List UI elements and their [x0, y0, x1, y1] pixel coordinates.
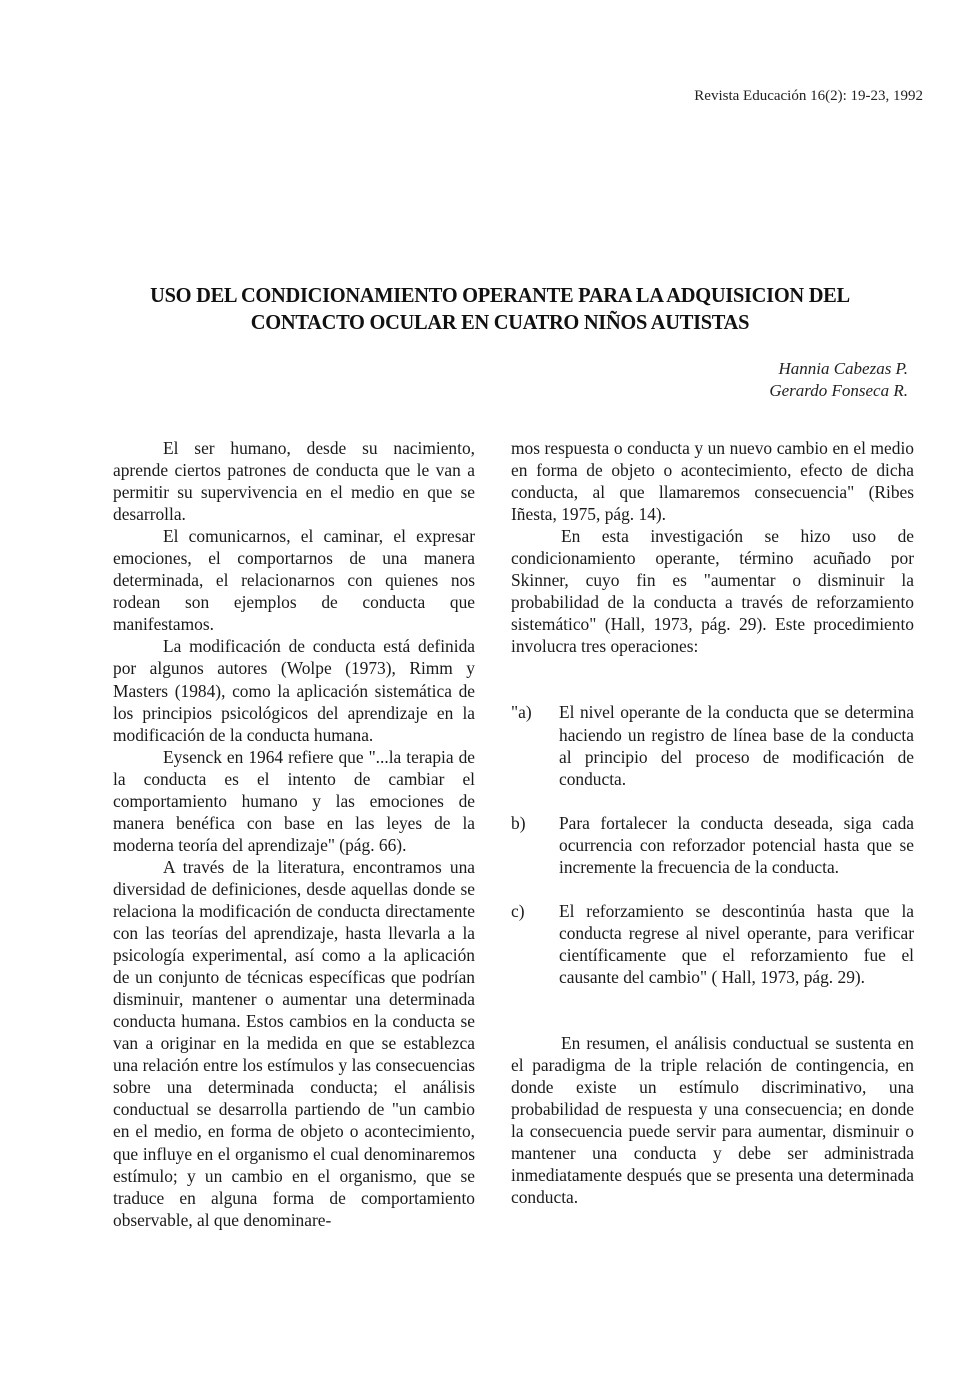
right-column	[511, 437, 914, 1208]
list-marker: c)	[511, 900, 525, 921]
article-title	[82, 282, 918, 336]
paragraph-continuation: mos respuesta o conducta y un nuevo cambio en el medio en forma de objeto o acontecimiento, efecto de dicha conducta, al que llamaremos consecuencia" (Ribes Iñesta, 1975, pág. 14).	[511, 438, 914, 525]
author-1: Hannia Cabezas P.	[778, 359, 908, 378]
paragraph-literature: A través de la literatura, encontramos una diversidad de definiciones, desde aquellas donde se relaciona la modificación de conducta directamente con las teorías del aprendizaje, hasta llevarla a la psicología experimental, así como a la aplicación de un conjunto de técnicas específicas que podrían disminuir, mantener o aumentar una determinada conducta humana. Estos cambios en la conducta se van a originar en la medida en que se establezca una relación entre los estímulos y las consecuencias sobre una determinada conducta; el análisis conductual se desarrolla partiendo de "un cambio en el medio, en forma de objeto o acontecimiento, que influye en el organismo el cual denominaremos estímulo; y un cambio en el organismo, que se traduce en alguna forma de comportamiento observable, al que denominare-	[113, 856, 475, 1230]
list-text: El nivel operante de la conducta que se determina haciendo un registro de línea base de la conducta al principio del proceso de modificación de conducta.	[559, 702, 914, 789]
paragraph-intro: El ser humano, desde su nacimiento, aprende ciertos patrones de conducta que le van a permitir su supervivencia en el medio en que se desarrolla.	[113, 438, 475, 525]
list-text: Para fortalecer la conducta deseada, siga cada ocurrencia con reforzador potencial hasta que se incremente la frecuencia de la conducta.	[559, 812, 914, 877]
spacer	[511, 679, 914, 701]
list-marker: b)	[511, 812, 526, 833]
title-line-2: CONTACTO OCULAR EN CUATRO NIÑOS AUTISTAS	[250, 310, 750, 334]
paragraph-operante: En esta investigación se hizo uso de condicionamiento operante, término acuñado por Skinner, cuyo fin es "aumentar o disminuir la probabilidad de la conducta a través de reforzamiento sistemático" (Hall, 1973, pág. 29). Este procedimiento involucra tres operaciones:	[511, 526, 914, 657]
paragraph-summary: En resumen, el análisis conductual se sustenta en el paradigma de la triple relación de contingencia, en donde existe un estímulo discriminativo, una probabilidad de respuesta y una consecuencia; en donde la consecuencia puede servir para aumentar, disminuir o mantener una conducta y debe ser administrada inmediatamente después que se presenta una determinada conducta.	[511, 1032, 914, 1208]
left-column	[113, 437, 475, 1231]
paragraph-eysenck: Eysenck en 1964 refiere que "...la terapia de la conducta es el intento de cambiar el comportamiento humano y las emociones de manera benéfica con base en las leyes de la moderna teoría del aprendizaje" (pág. 66).	[113, 746, 475, 855]
list-item-c	[511, 900, 914, 988]
title-line-1: USO DEL CONDICIONAMIENTO OPERANTE PARA LA ADQUISICION DEL	[150, 283, 850, 307]
list-item-b	[511, 812, 914, 878]
spacer	[511, 790, 914, 812]
list-text: El reforzamiento se descontinúa hasta que la conducta regrese al nivel operante, para verificar científicamente que el reforzamiento fue el causante del cambio" ( Hall, 1973, pág. 29).	[559, 900, 914, 987]
paragraph-definition: La modificación de conducta está definida por algunos autores (Wolpe (1973), Rimm y Masters (1984), como la aplicación sistemática de los principios psicológicos del aprendizaje en la modificación de la conducta humana.	[113, 636, 475, 745]
spacer	[511, 657, 914, 679]
paragraph-examples: El comunicarnos, el caminar, el expresar emociones, el comportarnos de una manera determinada, el relacionarnos con quienes nos rodean son ejemplos de conducta que manifestamos.	[113, 526, 475, 635]
list-item-a	[511, 701, 914, 789]
author-list	[769, 358, 908, 402]
author-2: Gerardo Fonseca R.	[769, 381, 908, 400]
spacer	[511, 878, 914, 900]
list-marker: "a)	[511, 702, 532, 723]
spacer	[511, 1010, 914, 1032]
journal-reference: Revista Educación 16(2): 19-23, 1992	[694, 88, 923, 104]
spacer	[511, 988, 914, 1010]
